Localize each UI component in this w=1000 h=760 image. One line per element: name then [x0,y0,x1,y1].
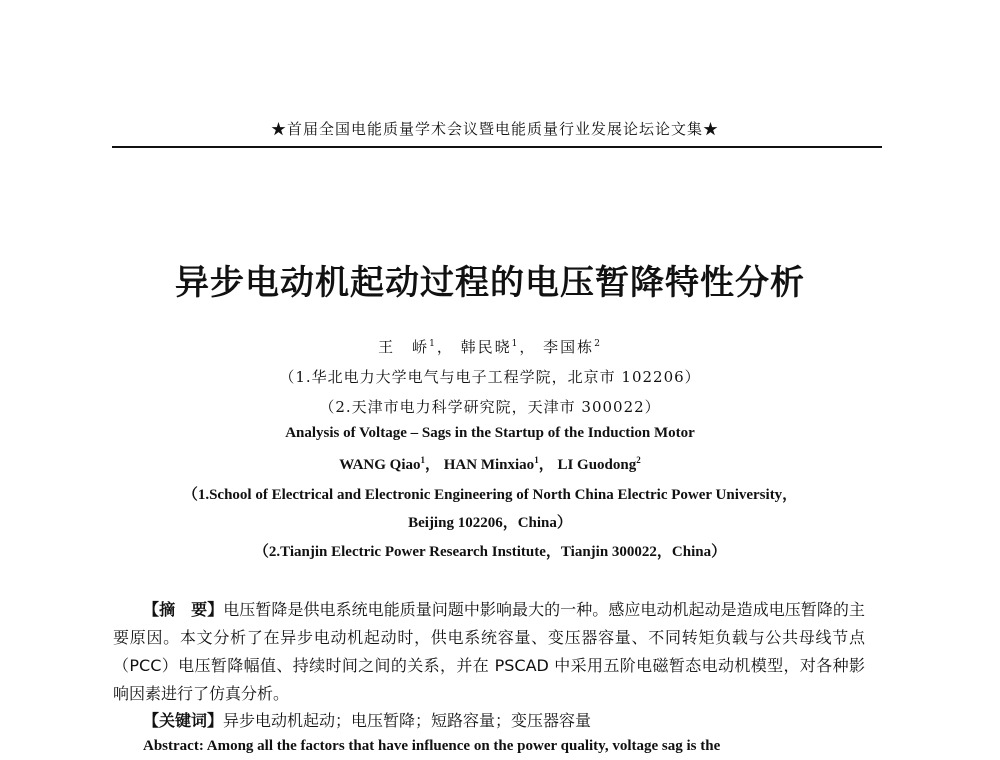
keywords-label: 【关键词】 [143,711,224,730]
author-name: LI Guodong [557,457,637,473]
affiliation-en-2: （2.Tianjin Electric Power Research Institute，Tianjin 300022，China） [253,544,727,560]
author-name: 王 峤 [378,338,430,356]
affiliation-cn-2: （2.天津市电力科学研究院，天津市 300022） [319,398,661,416]
header-rule [112,146,882,148]
affiliation-mark: 2 [594,339,602,349]
abstract-cn-label: 【摘 要】 [143,600,224,619]
separator: ， [519,338,537,356]
abstract-en-label: Abstract: [143,738,204,754]
abstract-en-text: Among all the factors that have influence on the power quality, voltage sag is the [206,738,721,754]
abstract-cn-text: 电压暂降是供电系统电能质量问题中影响最大的一种。感应电动机起动是造成电压暂降的主要原因。本文分析了在异步电动机起动时，供电系统容量、变压器容量、不同转矩负载与公共母线节点（PCC）电压暂降幅值、持续时间之间的关系，并在 PSCAD 中采用五阶电磁暂态电动机模型，对各种影响因素进行了仿真分析。 [113,600,865,703]
authors-cn [100,336,880,357]
paper-title-cn: 异步电动机起动过程的电压暂降特性分析 [175,263,805,303]
affiliation-cn-1: （1.华北电力大学电气与电子工程学院，北京市 102206） [279,368,701,386]
author-name: 李国栋 [543,338,595,356]
affiliation-mark: 1 [420,455,425,465]
author-name: HAN Minxiao [443,457,535,473]
author-name: WANG Qiao [339,457,421,473]
affiliation-mark: 1 [511,339,520,349]
affiliation-en-1: （1.School of Electrical and Electronic Engineering of North China Electric Power University， [182,487,798,503]
affiliation-mark: 1 [429,339,437,349]
paper-title-en: Analysis of Voltage – Sags in the Startup of the Induction Motor [285,425,695,441]
keywords-text: 异步电动机起动；电压暂降；短路容量；变压器容量 [223,711,592,730]
separator: ， [425,457,441,473]
separator: ， [436,338,454,356]
running-header: ★首届全国电能质量学术会议暨电能质量行业发展论坛论文集★ [270,120,719,138]
separator: ， [538,457,554,473]
authors-en [100,453,880,474]
affiliation-mark: 2 [636,455,641,465]
abstract-en [143,738,873,755]
author-name: 韩民晓 [460,338,512,356]
affiliation-mark: 1 [534,455,539,465]
abstract-cn [113,596,865,708]
keywords-cn [143,708,863,731]
affiliation-en-1-cont: Beijing 102206，China） [408,515,572,531]
